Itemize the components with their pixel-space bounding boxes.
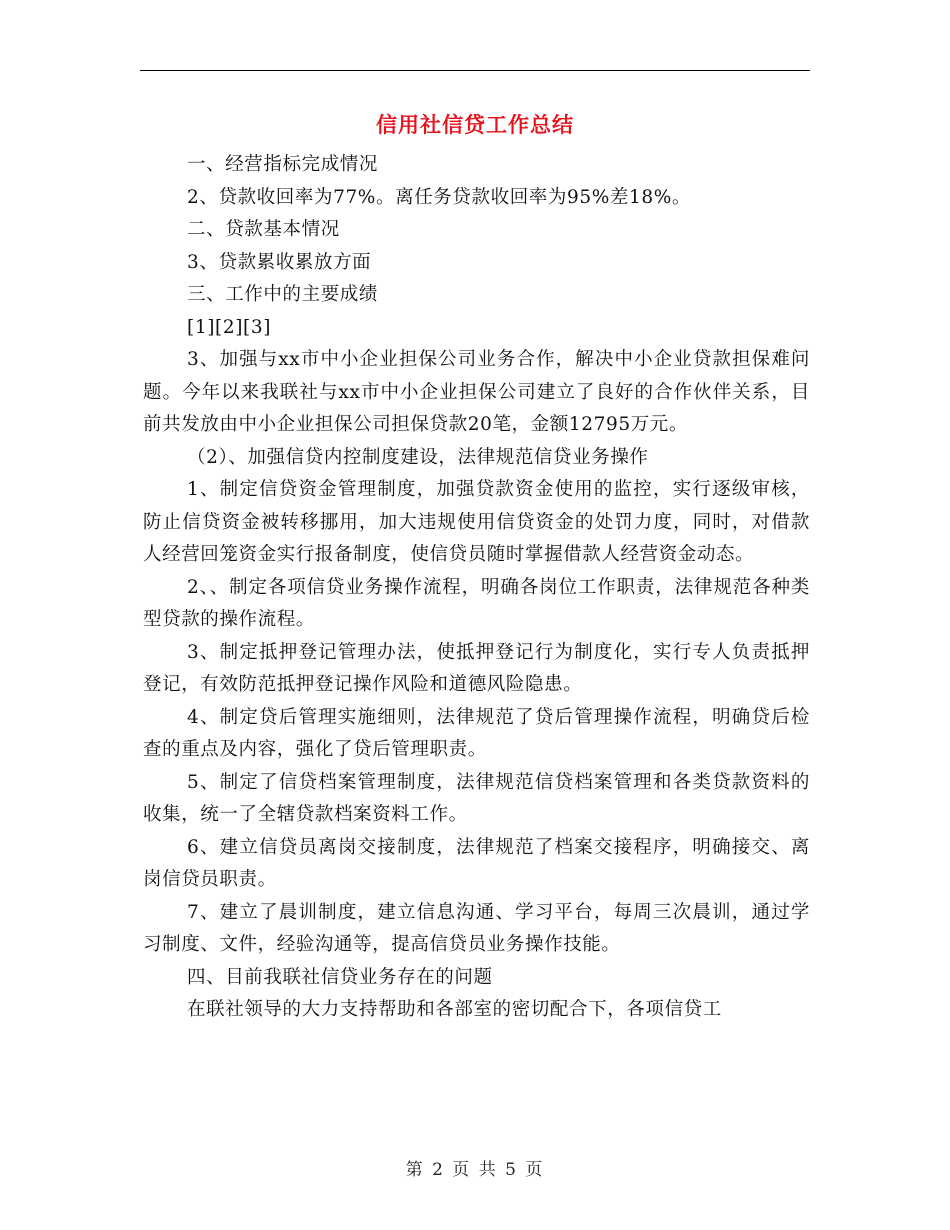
paragraph-guarantee-cooperation: 3、加强与xx市中小企业担保公司业务合作，解决中小企业贷款担保难问题。今年以来我联社与xx市中小企业担保公司建立了良好的合作伙伴关系，目前共发放由中小企业担保公司担保贷款20笔，金额12795万元。: [143, 349, 810, 435]
page-number-footer: 第 2 页 共 5 页: [405, 1160, 545, 1180]
heading-business-indicators: 一、经营指标完成情况: [187, 154, 379, 175]
paragraph-item-7: 7、建立了晨训制度，建立信息沟通、学习平台，每周三次晨训，通过学习制度、文件，经验沟通等，提高信贷员业务操作技能。: [143, 901, 810, 955]
paragraph-item-5: 5、制定了信贷档案管理制度，法律规范信贷档案管理和各类贷款资料的收集，统一了全辖贷款档案资料工作。: [143, 771, 810, 825]
document-title: 信用社信贷工作总结: [376, 112, 574, 137]
paragraph-item-6: 6、建立信贷员离岗交接制度，法律规范了档案交接程序，明确接交、离岗信贷员职责。: [143, 836, 810, 890]
paragraph-item-1: 1、制定信贷资金管理制度，加强贷款资金使用的监控，实行逐级审核，防止信贷资金被转移挪用，加大违规使用信贷资金的处罚力度，同时，对借款人经营回笼资金实行报备制度，使信贷员随时掌握借款人经营资金动态。: [143, 479, 810, 565]
paragraph-item-2: 2、、制定各项信贷业务操作流程，明确各岗位工作职责，法律规范各种类型贷款的操作流程。: [143, 576, 810, 630]
reference-markers: [1][2][3]: [187, 316, 272, 338]
paragraph-item-4: 4、制定贷后管理实施细则，法律规范了贷后管理操作流程，明确贷后检查的重点及内容，强化了贷后管理职责。: [143, 706, 810, 760]
paragraph-cumulative-loans: 3、贷款累收累放方面: [187, 251, 372, 273]
paragraph-recovery-rate: 2、贷款收回率为77%。离任务贷款收回率为95%差18%。: [187, 186, 692, 208]
heading-loan-basics: 二、贷款基本情况: [187, 219, 340, 240]
document-body: [143, 149, 810, 1027]
header-rule: [140, 70, 810, 71]
paragraph-item-3: 3、制定抵押登记管理办法，使抵押登记行为制度化，实行专人负责抵押登记，有效防范抵押登记操作风险和道德风险隐患。: [143, 641, 810, 695]
heading-main-achievements: 三、工作中的主要成绩: [187, 284, 379, 305]
paragraph-closing: 在联社领导的大力支持帮助和各部室的密切配合下，各项信贷工: [187, 999, 722, 1020]
heading-existing-problems: 四、目前我联社信贷业务存在的问题: [187, 966, 493, 988]
subheading-internal-control: （2）、加强信贷内控制度建设，法律规范信贷业务操作: [187, 446, 649, 468]
